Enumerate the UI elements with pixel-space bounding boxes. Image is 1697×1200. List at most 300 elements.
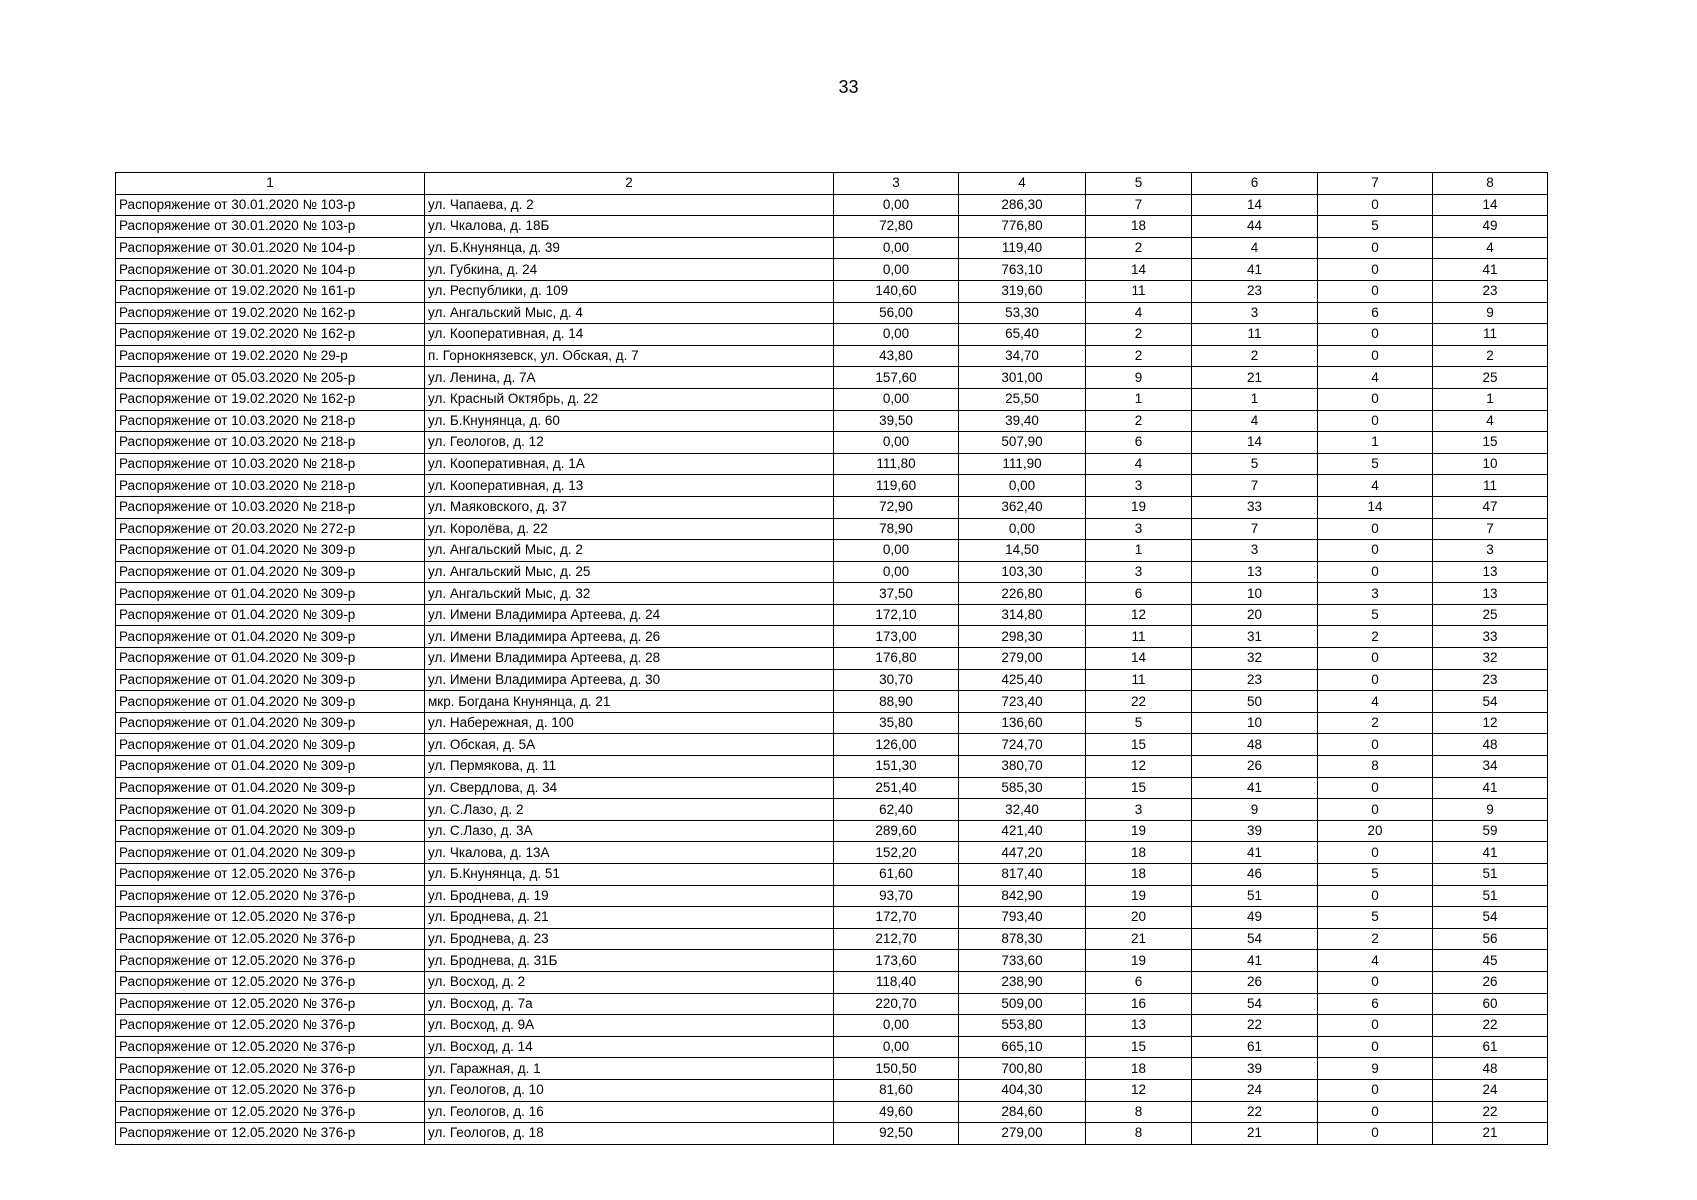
value-cell: 0 — [1318, 777, 1433, 799]
value-cell: 763,10 — [959, 259, 1086, 281]
value-cell: 1 — [1433, 388, 1548, 410]
value-cell: 151,30 — [834, 756, 959, 778]
value-cell: 2 — [1318, 712, 1433, 734]
column-header: 3 — [834, 173, 959, 195]
table-row — [116, 756, 1548, 778]
address-cell: ул. Геологов, д. 10 — [425, 1079, 834, 1101]
table-row — [116, 345, 1548, 367]
value-cell: 0 — [1318, 842, 1433, 864]
column-header: 5 — [1086, 173, 1192, 195]
value-cell: 1 — [1086, 540, 1192, 562]
value-cell: 5 — [1192, 453, 1318, 475]
value-cell: 26 — [1433, 971, 1548, 993]
value-cell: 60 — [1433, 993, 1548, 1015]
table-row — [116, 734, 1548, 756]
value-cell: 23 — [1192, 280, 1318, 302]
address-cell: ул. Восход, д. 7а — [425, 993, 834, 1015]
value-cell: 13 — [1433, 561, 1548, 583]
value-cell: 4 — [1086, 453, 1192, 475]
value-cell: 279,00 — [959, 648, 1086, 670]
table-row — [116, 388, 1548, 410]
value-cell: 0,00 — [959, 475, 1086, 497]
address-cell: ул. Чкалова, д. 13А — [425, 842, 834, 864]
value-cell: 5 — [1318, 864, 1433, 886]
value-cell: 62,40 — [834, 799, 959, 821]
value-cell: 157,60 — [834, 367, 959, 389]
address-cell: ул. Геологов, д. 16 — [425, 1101, 834, 1123]
value-cell: 14 — [1086, 648, 1192, 670]
address-cell: ул. Геологов, д. 12 — [425, 432, 834, 454]
value-cell: 8 — [1086, 1101, 1192, 1123]
order-cell: Распоряжение от 12.05.2020 № 376-р — [116, 1101, 425, 1123]
value-cell: 48 — [1433, 1058, 1548, 1080]
order-cell: Распоряжение от 01.04.2020 № 309-р — [116, 626, 425, 648]
value-cell: 4 — [1433, 237, 1548, 259]
value-cell: 298,30 — [959, 626, 1086, 648]
value-cell: 3 — [1086, 799, 1192, 821]
order-cell: Распоряжение от 01.04.2020 № 309-р — [116, 777, 425, 799]
order-cell: Распоряжение от 01.04.2020 № 309-р — [116, 712, 425, 734]
value-cell: 6 — [1086, 432, 1192, 454]
address-cell: ул. Броднева, д. 21 — [425, 907, 834, 929]
value-cell: 724,70 — [959, 734, 1086, 756]
value-cell: 50 — [1192, 691, 1318, 713]
value-cell: 14 — [1192, 194, 1318, 216]
address-cell: п. Горнокнязевск, ул. Обская, д. 7 — [425, 345, 834, 367]
value-cell: 0 — [1318, 324, 1433, 346]
value-cell: 23 — [1192, 669, 1318, 691]
value-cell: 12 — [1433, 712, 1548, 734]
value-cell: 30,70 — [834, 669, 959, 691]
value-cell: 2 — [1086, 324, 1192, 346]
address-cell: ул. Б.Кнунянца, д. 39 — [425, 237, 834, 259]
value-cell: 140,60 — [834, 280, 959, 302]
value-cell: 6 — [1086, 971, 1192, 993]
value-cell: 39,40 — [959, 410, 1086, 432]
value-cell: 0 — [1318, 345, 1433, 367]
table-row — [116, 237, 1548, 259]
value-cell: 119,40 — [959, 237, 1086, 259]
table-row — [116, 604, 1548, 626]
value-cell: 81,60 — [834, 1079, 959, 1101]
value-cell: 4 — [1086, 302, 1192, 324]
value-cell: 61 — [1192, 1036, 1318, 1058]
value-cell: 22 — [1192, 1101, 1318, 1123]
value-cell: 286,30 — [959, 194, 1086, 216]
address-cell: ул. Имени Владимира Артеева, д. 24 — [425, 604, 834, 626]
value-cell: 0 — [1318, 194, 1433, 216]
order-cell: Распоряжение от 12.05.2020 № 376-р — [116, 971, 425, 993]
value-cell: 4 — [1318, 475, 1433, 497]
order-cell: Распоряжение от 12.05.2020 № 376-р — [116, 1079, 425, 1101]
value-cell: 41 — [1433, 777, 1548, 799]
value-cell: 0 — [1318, 648, 1433, 670]
value-cell: 0,00 — [834, 194, 959, 216]
value-cell: 15 — [1433, 432, 1548, 454]
value-cell: 11 — [1086, 626, 1192, 648]
header-row — [116, 173, 1548, 195]
address-cell: ул. Чкалова, д. 18Б — [425, 216, 834, 238]
order-cell: Распоряжение от 19.02.2020 № 161-р — [116, 280, 425, 302]
address-cell: ул. Броднева, д. 23 — [425, 928, 834, 950]
table-row — [116, 518, 1548, 540]
value-cell: 46 — [1192, 864, 1318, 886]
column-header: 8 — [1433, 173, 1548, 195]
address-cell: ул. Геологов, д. 18 — [425, 1123, 834, 1145]
table-row — [116, 691, 1548, 713]
value-cell: 47 — [1433, 496, 1548, 518]
value-cell: 152,20 — [834, 842, 959, 864]
value-cell: 119,60 — [834, 475, 959, 497]
value-cell: 0,00 — [834, 259, 959, 281]
value-cell: 93,70 — [834, 885, 959, 907]
value-cell: 37,50 — [834, 583, 959, 605]
value-cell: 56 — [1433, 928, 1548, 950]
value-cell: 817,40 — [959, 864, 1086, 886]
value-cell: 3 — [1192, 302, 1318, 324]
order-cell: Распоряжение от 12.05.2020 № 376-р — [116, 1036, 425, 1058]
value-cell: 18 — [1086, 864, 1192, 886]
value-cell: 32 — [1433, 648, 1548, 670]
value-cell: 21 — [1192, 367, 1318, 389]
value-cell: 6 — [1086, 583, 1192, 605]
value-cell: 61 — [1433, 1036, 1548, 1058]
column-header: 6 — [1192, 173, 1318, 195]
value-cell: 9 — [1192, 799, 1318, 821]
value-cell: 4 — [1192, 410, 1318, 432]
address-cell: ул. Кооперативная, д. 14 — [425, 324, 834, 346]
value-cell: 9 — [1318, 1058, 1433, 1080]
table-row — [116, 453, 1548, 475]
table-row — [116, 1101, 1548, 1123]
table-row — [116, 540, 1548, 562]
value-cell: 11 — [1086, 280, 1192, 302]
address-cell: ул. Кооперативная, д. 1А — [425, 453, 834, 475]
value-cell: 13 — [1433, 583, 1548, 605]
address-cell: ул. Ангальский Мыс, д. 32 — [425, 583, 834, 605]
address-cell: мкр. Богдана Кнунянца, д. 21 — [425, 691, 834, 713]
value-cell: 176,80 — [834, 648, 959, 670]
value-cell: 1 — [1086, 388, 1192, 410]
value-cell: 43,80 — [834, 345, 959, 367]
value-cell: 8 — [1086, 1123, 1192, 1145]
value-cell: 31 — [1192, 626, 1318, 648]
address-cell: ул. Броднева, д. 31Б — [425, 950, 834, 972]
order-cell: Распоряжение от 01.04.2020 № 309-р — [116, 669, 425, 691]
table-row — [116, 583, 1548, 605]
order-cell: Распоряжение от 01.04.2020 № 309-р — [116, 842, 425, 864]
value-cell: 44 — [1192, 216, 1318, 238]
value-cell: 19 — [1086, 496, 1192, 518]
value-cell: 7 — [1086, 194, 1192, 216]
value-cell: 20 — [1086, 907, 1192, 929]
address-cell: ул. Восход, д. 9А — [425, 1015, 834, 1037]
value-cell: 0 — [1318, 518, 1433, 540]
value-cell: 72,90 — [834, 496, 959, 518]
value-cell: 4 — [1318, 367, 1433, 389]
order-cell: Распоряжение от 01.04.2020 № 309-р — [116, 691, 425, 713]
order-cell: Распоряжение от 30.01.2020 № 104-р — [116, 237, 425, 259]
value-cell: 0 — [1318, 971, 1433, 993]
order-cell: Распоряжение от 20.03.2020 № 272-р — [116, 518, 425, 540]
order-cell: Распоряжение от 12.05.2020 № 376-р — [116, 928, 425, 950]
value-cell: 54 — [1433, 691, 1548, 713]
value-cell: 15 — [1086, 1036, 1192, 1058]
value-cell: 14 — [1192, 432, 1318, 454]
table-row — [116, 842, 1548, 864]
value-cell: 39 — [1192, 1058, 1318, 1080]
value-cell: 5 — [1318, 907, 1433, 929]
value-cell: 380,70 — [959, 756, 1086, 778]
value-cell: 33 — [1192, 496, 1318, 518]
value-cell: 1 — [1318, 432, 1433, 454]
value-cell: 9 — [1086, 367, 1192, 389]
value-cell: 700,80 — [959, 1058, 1086, 1080]
value-cell: 111,90 — [959, 453, 1086, 475]
value-cell: 21 — [1192, 1123, 1318, 1145]
value-cell: 0 — [1318, 1101, 1433, 1123]
order-cell: Распоряжение от 01.04.2020 № 309-р — [116, 820, 425, 842]
value-cell: 5 — [1318, 216, 1433, 238]
value-cell: 14 — [1433, 194, 1548, 216]
value-cell: 3 — [1086, 561, 1192, 583]
value-cell: 0 — [1318, 1036, 1433, 1058]
table-row — [116, 1015, 1548, 1037]
value-cell: 507,90 — [959, 432, 1086, 454]
value-cell: 22 — [1086, 691, 1192, 713]
address-cell: ул. С.Лазо, д. 2 — [425, 799, 834, 821]
order-cell: Распоряжение от 01.04.2020 № 309-р — [116, 604, 425, 626]
order-cell: Распоряжение от 12.05.2020 № 376-р — [116, 950, 425, 972]
value-cell: 878,30 — [959, 928, 1086, 950]
data-table — [115, 172, 1548, 1145]
value-cell: 12 — [1086, 756, 1192, 778]
value-cell: 21 — [1086, 928, 1192, 950]
value-cell: 0 — [1318, 799, 1433, 821]
address-cell: ул. Красный Октябрь, д. 22 — [425, 388, 834, 410]
value-cell: 0 — [1318, 734, 1433, 756]
value-cell: 61,60 — [834, 864, 959, 886]
order-cell: Распоряжение от 12.05.2020 № 376-р — [116, 993, 425, 1015]
value-cell: 103,30 — [959, 561, 1086, 583]
value-cell: 7 — [1433, 518, 1548, 540]
value-cell: 2 — [1086, 410, 1192, 432]
order-cell: Распоряжение от 12.05.2020 № 376-р — [116, 864, 425, 886]
column-header: 4 — [959, 173, 1086, 195]
table-row — [116, 799, 1548, 821]
value-cell: 41 — [1433, 842, 1548, 864]
value-cell: 14,50 — [959, 540, 1086, 562]
value-cell: 15 — [1086, 734, 1192, 756]
table-row — [116, 302, 1548, 324]
table-row — [116, 626, 1548, 648]
value-cell: 173,00 — [834, 626, 959, 648]
value-cell: 78,90 — [834, 518, 959, 540]
value-cell: 10 — [1192, 712, 1318, 734]
value-cell: 88,90 — [834, 691, 959, 713]
order-cell: Распоряжение от 10.03.2020 № 218-р — [116, 475, 425, 497]
address-cell: ул. Ангальский Мыс, д. 4 — [425, 302, 834, 324]
table-row — [116, 950, 1548, 972]
order-cell: Распоряжение от 01.04.2020 № 309-р — [116, 648, 425, 670]
address-cell: ул. С.Лазо, д. 3А — [425, 820, 834, 842]
value-cell: 4 — [1318, 950, 1433, 972]
value-cell: 111,80 — [834, 453, 959, 475]
value-cell: 9 — [1433, 302, 1548, 324]
value-cell: 20 — [1192, 604, 1318, 626]
value-cell: 319,60 — [959, 280, 1086, 302]
table-row — [116, 561, 1548, 583]
value-cell: 0 — [1318, 237, 1433, 259]
order-cell: Распоряжение от 10.03.2020 № 218-р — [116, 496, 425, 518]
table-row — [116, 496, 1548, 518]
value-cell: 10 — [1192, 583, 1318, 605]
address-cell: ул. Маяковского, д. 37 — [425, 496, 834, 518]
order-cell: Распоряжение от 10.03.2020 № 218-р — [116, 432, 425, 454]
column-header: 7 — [1318, 173, 1433, 195]
value-cell: 0,00 — [834, 324, 959, 346]
table-row — [116, 993, 1548, 1015]
order-cell: Распоряжение от 12.05.2020 № 376-р — [116, 885, 425, 907]
value-cell: 1 — [1192, 388, 1318, 410]
value-cell: 0 — [1318, 669, 1433, 691]
value-cell: 0 — [1318, 1123, 1433, 1145]
table-row — [116, 820, 1548, 842]
value-cell: 14 — [1318, 496, 1433, 518]
value-cell: 723,40 — [959, 691, 1086, 713]
value-cell: 49 — [1192, 907, 1318, 929]
value-cell: 41 — [1433, 259, 1548, 281]
value-cell: 6 — [1318, 302, 1433, 324]
value-cell: 25 — [1433, 604, 1548, 626]
value-cell: 4 — [1192, 237, 1318, 259]
value-cell: 23 — [1433, 280, 1548, 302]
address-cell: ул. Губкина, д. 24 — [425, 259, 834, 281]
value-cell: 0,00 — [834, 561, 959, 583]
value-cell: 136,60 — [959, 712, 1086, 734]
value-cell: 421,40 — [959, 820, 1086, 842]
table-row — [116, 971, 1548, 993]
value-cell: 34 — [1433, 756, 1548, 778]
table-row — [116, 885, 1548, 907]
address-cell: ул. Броднева, д. 19 — [425, 885, 834, 907]
value-cell: 238,90 — [959, 971, 1086, 993]
value-cell: 11 — [1433, 475, 1548, 497]
table-row — [116, 194, 1548, 216]
value-cell: 172,70 — [834, 907, 959, 929]
value-cell: 509,00 — [959, 993, 1086, 1015]
order-cell: Распоряжение от 19.02.2020 № 162-р — [116, 324, 425, 346]
table-row — [116, 475, 1548, 497]
value-cell: 48 — [1192, 734, 1318, 756]
order-cell: Распоряжение от 10.03.2020 № 218-р — [116, 453, 425, 475]
address-cell: ул. Б.Кнунянца, д. 51 — [425, 864, 834, 886]
value-cell: 12 — [1086, 1079, 1192, 1101]
value-cell: 362,40 — [959, 496, 1086, 518]
address-cell: ул. Королёва, д. 22 — [425, 518, 834, 540]
address-cell: ул. Имени Владимира Артеева, д. 26 — [425, 626, 834, 648]
value-cell: 7 — [1192, 475, 1318, 497]
value-cell: 3 — [1433, 540, 1548, 562]
value-cell: 0 — [1318, 561, 1433, 583]
address-cell: ул. Ангальский Мыс, д. 2 — [425, 540, 834, 562]
address-cell: ул. Восход, д. 14 — [425, 1036, 834, 1058]
value-cell: 10 — [1433, 453, 1548, 475]
value-cell: 24 — [1433, 1079, 1548, 1101]
value-cell: 65,40 — [959, 324, 1086, 346]
address-cell: ул. Восход, д. 2 — [425, 971, 834, 993]
value-cell: 11 — [1433, 324, 1548, 346]
value-cell: 11 — [1086, 669, 1192, 691]
value-cell: 39 — [1192, 820, 1318, 842]
value-cell: 25 — [1433, 367, 1548, 389]
table-row — [116, 410, 1548, 432]
value-cell: 24 — [1192, 1079, 1318, 1101]
value-cell: 0 — [1318, 540, 1433, 562]
value-cell: 776,80 — [959, 216, 1086, 238]
value-cell: 21 — [1433, 1123, 1548, 1145]
value-cell: 3 — [1086, 475, 1192, 497]
value-cell: 53,30 — [959, 302, 1086, 324]
value-cell: 18 — [1086, 842, 1192, 864]
value-cell: 26 — [1192, 756, 1318, 778]
order-cell: Распоряжение от 01.04.2020 № 309-р — [116, 561, 425, 583]
value-cell: 22 — [1433, 1101, 1548, 1123]
value-cell: 0,00 — [834, 388, 959, 410]
address-cell: ул. Имени Владимира Артеева, д. 28 — [425, 648, 834, 670]
value-cell: 212,70 — [834, 928, 959, 950]
table-row — [116, 280, 1548, 302]
value-cell: 404,30 — [959, 1079, 1086, 1101]
table-row — [116, 648, 1548, 670]
value-cell: 33 — [1433, 626, 1548, 648]
value-cell: 665,10 — [959, 1036, 1086, 1058]
table-row — [116, 907, 1548, 929]
table-row — [116, 928, 1548, 950]
value-cell: 0 — [1318, 410, 1433, 432]
value-cell: 126,00 — [834, 734, 959, 756]
order-cell: Распоряжение от 01.04.2020 № 309-р — [116, 756, 425, 778]
order-cell: Распоряжение от 30.01.2020 № 103-р — [116, 216, 425, 238]
order-cell: Распоряжение от 01.04.2020 № 309-р — [116, 540, 425, 562]
value-cell: 92,50 — [834, 1123, 959, 1145]
value-cell: 553,80 — [959, 1015, 1086, 1037]
order-cell: Распоряжение от 30.01.2020 № 103-р — [116, 194, 425, 216]
value-cell: 4 — [1433, 410, 1548, 432]
value-cell: 2 — [1192, 345, 1318, 367]
order-cell: Распоряжение от 19.02.2020 № 162-р — [116, 388, 425, 410]
address-cell: ул. Имени Владимира Артеева, д. 30 — [425, 669, 834, 691]
value-cell: 59 — [1433, 820, 1548, 842]
value-cell: 2 — [1433, 345, 1548, 367]
value-cell: 3 — [1318, 583, 1433, 605]
value-cell: 2 — [1086, 345, 1192, 367]
address-cell: ул. Чапаева, д. 2 — [425, 194, 834, 216]
address-cell: ул. Гаражная, д. 1 — [425, 1058, 834, 1080]
value-cell: 5 — [1086, 712, 1192, 734]
table-row — [116, 432, 1548, 454]
value-cell: 48 — [1433, 734, 1548, 756]
value-cell: 251,40 — [834, 777, 959, 799]
value-cell: 49,60 — [834, 1101, 959, 1123]
value-cell: 0,00 — [834, 540, 959, 562]
address-cell: ул. Ленина, д. 7А — [425, 367, 834, 389]
value-cell: 54 — [1433, 907, 1548, 929]
value-cell: 289,60 — [834, 820, 959, 842]
value-cell: 2 — [1318, 626, 1433, 648]
address-cell: ул. Б.Кнунянца, д. 60 — [425, 410, 834, 432]
value-cell: 51 — [1433, 864, 1548, 886]
